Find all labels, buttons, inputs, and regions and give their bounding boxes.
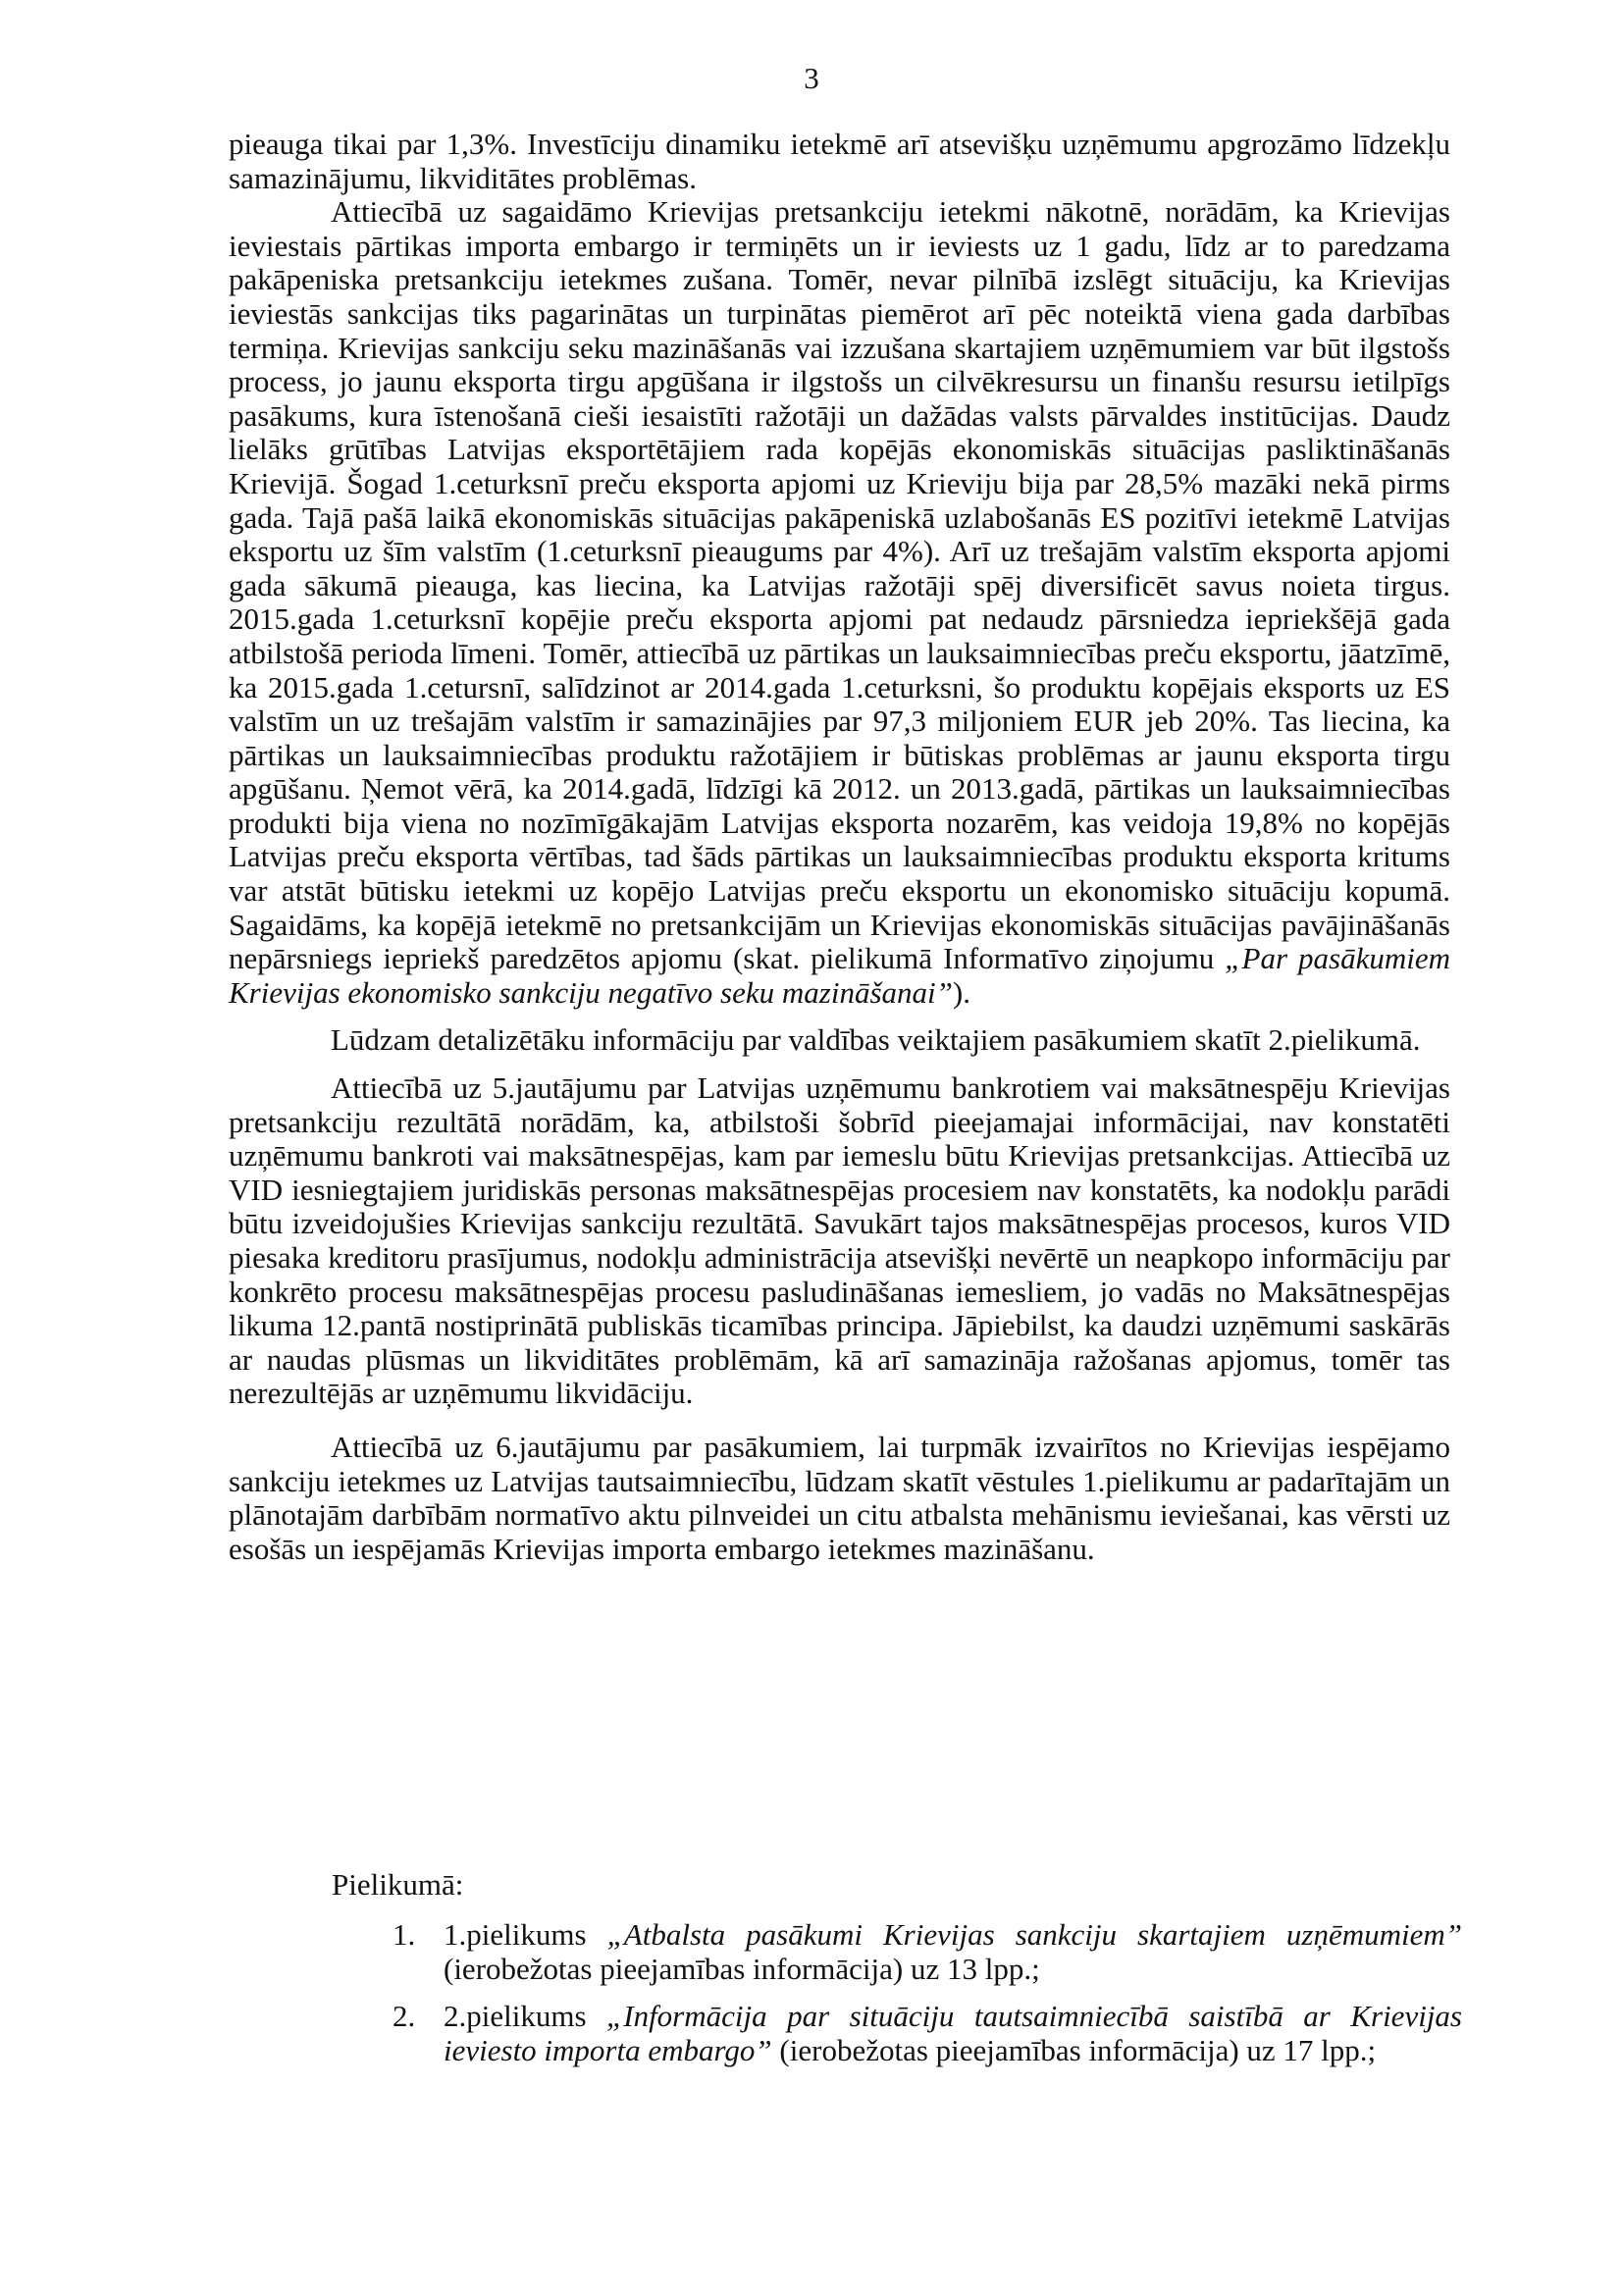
annex-item-title: „Atbalsta pasākumi Krievijas sankciju skartajiem uzņēmumiem” [606,1917,1463,1952]
annex-item-prefix: 2.pielikums [444,1999,587,2034]
annex-list [393,1918,1462,2081]
annex-item [393,1918,1462,1986]
paragraph-investment: pieauga tikai par 1,3%. Investīciju dinamiku ietekmē arī atsevišķu uzņēmumu apgrozāmo līdzekļu samazinājumu, likviditātes problēmas. [229,127,1450,195]
annex-item-number: 1. [393,1917,416,1952]
paragraph-bankruptcies: Attiecībā uz 5.jautājumu par Latvijas uzņēmumu bankrotiem vai maksātnespēju Krievijas pretsankciju rezultātā norādām, ka, atbilstoši šobrīd pieejamajai informācijai, nav konstatēti uzņēmumu bankroti vai maksātnespējas, kam par iemeslu būtu Krievijas pretsankcijas. Attiecībā uz VID iesniegtajiem juridiskās personas maksātnespējas procesiem nav konstatēts, ka nodokļu parādi būtu izveidojušies Krievijas sankciju rezultātā. Savukārt tajos maksātnespējas procesos, kuros VID piesaka kreditoru prasījumus, nodokļu administrācija atsevišķi nevērtē un neapkopo informāciju par konkrēto procesu maksātnespējas procesu pasludināšanas iemesliem, jo vadās no Maksātnespējas likuma 12.pantā nostiprinātā publiskās ticamības principa. Jāpiebilst, ka daudzi uzņēmumi saskārās ar naudas plūsmas un likviditātes problēmām, kā arī samazināja ražošanas apjomus, tomēr tas nerezultējās ar uzņēmumu likvidāciju. [229,1070,1450,1411]
annex-item-prefix: 1.pielikums [444,1917,587,1952]
letter-body [229,128,1450,1566]
paragraph-future-measures: Attiecībā uz 6.jautājumu par pasākumiem, lai turpmāk izvairītos no Krievijas iespējamo sankciju ietekmes uz Latvijas tautsaimniecību, lūdzam skatīt vēstules 1.pielikumu ar padarītajām un plānotajām darbībām normatīvo aktu pilnveidei un citu atbalsta mehānismu ieviešanai, kas vērsti uz esošās un iespējamās Krievijas importa embargo ietekmes mazināšanu. [229,1429,1450,1566]
paragraph-sanctions-outlook-text: Attiecībā uz sagaidāmo Krievijas pretsankciju ietekmi nākotnē, norādām, ka Krievijas ieviestais pārtikas importa embargo ir termiņēts un ir ieviests uz 1 gadu, līdz ar to paredzama pakāpeniska pretsankciju ietekmes zušana. Tomēr, nevar pilnībā izslēgt situāciju, ka Krievijas ieviestās sankcijas tiks pagarinātas un turpinātas piemērot arī pēc noteiktā viena gada darbības termiņa. Krievijas sankciju seku mazināšanās vai izzušana skartajiem uzņēmumiem var būt ilgstošs process, jo jaunu eksporta tirgu apgūšana ir ilgstošs un cilvēkresursu un finanšu resursu ietilpīgs pasākums, kura īstenošanā cieši iesaistīti ražotāji un dažādas valsts pārvaldes institūcijas. Daudz lielāks grūtības Latvijas eksportētājiem rada kopējās ekonomiskās situācijas pasliktināšanās Krievijā. Šogad 1.ceturksnī preču eksporta apjomi uz Krieviju bija par 28,5% mazāki nekā pirms gada. Tajā pašā laikā ekonomiskās situācijas pakāpeniskā uzlabošanās ES pozitīvi ietekmē Latvijas eksportu uz šīm valstīm (1.ceturksnī pieaugums par 4%). Arī uz trešajām valstīm eksporta apjomi gada sākumā pieauga, kas liecina, ka Latvijas ražotāji spēj diversificēt savus noieta tirgus. 2015.gada 1.ceturksnī kopējie preču eksporta apjomi pat nedaudz pārsniedza iepriekšējā gada atbilstošā perioda līmeni. Tomēr, attiecībā uz pārtikas un lauksaimniecības preču eksportu, jāatzīmē, ka 2015.gada 1.cetursnī, salīdzinot ar 2014.gada 1.ceturksni, šo produktu kopējais eksports uz ES valstīm un uz trešajām valstīm ir samazinājies par 97,3 miljoniem EUR jeb 20%. Tas liecina, ka pārtikas un lauksaimniecības produktu ražotājiem ir būtiskas problēmas ar jaunu eksporta tirgu apgūšanu. Ņemot vērā, ka 2014.gadā, līdzīgi kā 2012. un 2013.gadā, pārtikas un lauksaimniecības produkti bija viena no nozīmīgākajām Latvijas eksporta nozarēm, kas veidoja 19,8% no kopējās Latvijas preču eksporta vērtības, tad šāds pārtikas un lauksaimniecības produktu eksporta kritums var atstāt būtisku ietekmi uz kopējo Latvijas preču eksportu un ekonomisko situāciju kopumā. Sagaidāms, ka kopējā ietekmē no pretsankcijām un Krievijas ekonomiskās situācijas pavājināšanās nepārsniegs iepriekš paredzētos apjomu (skat. pielikumā Informatīvo ziņojumu [229,194,1450,976]
annex-item [393,2000,1462,2067]
annex-item-number: 2. [393,1999,416,2034]
report-title: „Par pasākumiem Krievijas ekonomisko sankciju negatīvo seku mazināšanai” [229,941,1450,1010]
annex-item-title: „Informācija par situāciju tautsaimniecībā saistībā ar Krievijas ieviesto importa embargo” [444,1999,1462,2067]
paragraph-sanctions-outlook [229,195,1450,1010]
report-title-close: ). [952,974,970,1010]
paragraph-government-measures: Lūdzam detalizētāku informāciju par valdības veiktajiem pasākumiem skatīt 2.pielikumā. [331,1022,1421,1058]
page-number: 3 [804,61,819,95]
annex-item-suffix: (ierobežotas pieejamības informācija) uz 17 lpp.; [779,2032,1377,2067]
annex-item-suffix: (ierobežotas pieejamības informācija) uz 13 lpp.; [444,1951,1040,1986]
annex-heading: Pielikumā: [332,1867,464,1902]
